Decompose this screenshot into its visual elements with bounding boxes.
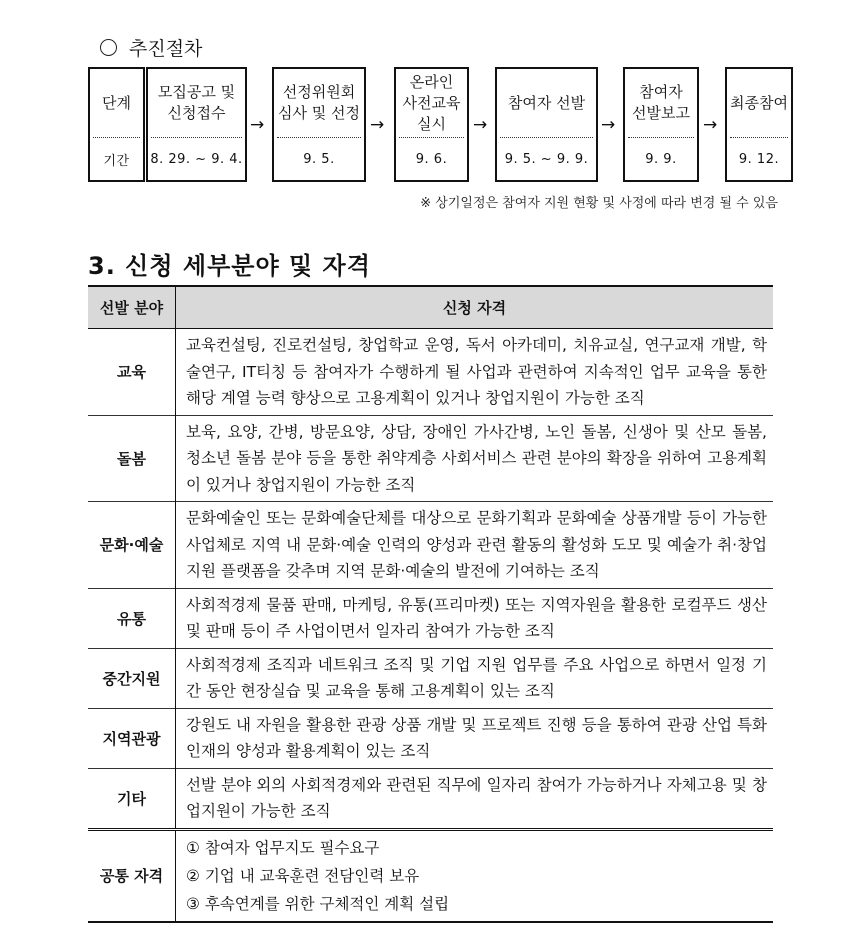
step-box-label — [88, 67, 145, 182]
field-cell: 중간지원 — [88, 648, 176, 708]
field-cell: 지역관광 — [88, 708, 176, 768]
section-title: 3. 신청 세부분야 및 자격 — [88, 252, 371, 280]
table-row — [88, 768, 773, 829]
circle-bullet-icon — [100, 39, 117, 56]
step-box-5 — [623, 67, 699, 182]
step-title: 최종참여 — [730, 93, 788, 112]
step-box-4 — [495, 67, 598, 182]
qualification-cell: 보육, 요양, 간병, 방문요양, 상담, 장애인 가사간병, 노인 돌봄, 신생아 및 산모 돌봄, 청소년 돌봄 분야 등을 통한 취약계층 사회서비스 관련 분야의 확장을 위하여 고용계획이 있거나 창업지원이 가능한 조직 — [176, 415, 774, 502]
step-period: 9. 9. — [645, 152, 677, 167]
field-cell: 유통 — [88, 588, 176, 648]
arrow-right-icon: → — [703, 115, 718, 135]
field-cell: 돌봄 — [88, 415, 176, 502]
table-row — [88, 588, 773, 648]
common-item: ③ 후속연계를 위한 구체적인 계획 설립 — [186, 894, 450, 913]
step-box-6 — [725, 67, 793, 182]
step-title: 모집공고 및 신청접수 — [157, 83, 236, 122]
table-row — [88, 502, 773, 589]
table-row — [88, 329, 773, 416]
table-row — [88, 708, 773, 768]
arrow-right-icon: → — [250, 115, 265, 135]
step-box-1 — [146, 67, 247, 182]
step-period: 9. 5. — [303, 152, 335, 167]
qualification-cell: 문화예술인 또는 문화예술단체를 대상으로 문화기획과 문화예술 상품개발 등이 가능한 사업체로 지역 내 문화·예술 인력의 양성과 관련 활동의 활성화 도모 및 예술가 취·창업 지원 플랫폼을 갖추며 지역 문화·예술의 발전에 기여하는 조직 — [176, 502, 774, 589]
step-box-3 — [394, 67, 469, 182]
common-item: ① 참여자 업무지도 필수요구 — [186, 838, 380, 857]
qualification-cell: 강원도 내 자원을 활용한 관광 상품 개발 및 프로젝트 진행 등을 통하여 관광 산업 특화 인재의 양성과 활용계획이 있는 조직 — [176, 708, 774, 768]
step-period: 9. 5. ~ 9. 9. — [504, 152, 589, 167]
step-title: 참여자 선발 — [507, 93, 586, 112]
qualification-cell: 사회적경제 물품 판매, 마케팅, 유통(프리마켓) 또는 지역자원을 활용한 로컬푸드 생산 및 판매 등이 주 사업이면서 일자리 참여가 가능한 조직 — [176, 588, 774, 648]
qualification-cell: 교육컨설팅, 진로컨설팅, 창업학교 운영, 독서 아카데미, 치유교실, 연구교재 개발, 학술연구, IT티칭 등 참여자가 수행하게 될 사업과 관련하여 지속적인 업무 교육을 통한 해당 계열 능력 향상으로 고용계획이 있거나 창업지원이 가능한 조직 — [176, 329, 774, 416]
qualification-table — [88, 285, 773, 923]
qualification-cell: 선발 분야 외의 사회적경제와 관련된 직무에 일자리 참여가 가능하거나 자체고용 및 창업지원이 가능한 조직 — [176, 768, 774, 829]
qualification-cell: 사회적경제 조직과 네트워크 조직 및 기업 지원 업무를 주요 사업으로 하면서 일정 기간 동안 현장실습 및 교육을 통해 고용계획이 있는 조직 — [176, 648, 774, 708]
step-period: 8. 29. ~ 9. 4. — [150, 152, 243, 167]
schedule-note: ※ 상기일정은 참여자 지원 현황 및 사정에 따라 변경 될 수 있음 — [420, 196, 778, 211]
field-cell: 공통 자격 — [88, 829, 176, 922]
step-box-2 — [272, 67, 366, 182]
table-row — [88, 415, 773, 502]
common-item: ② 기업 내 교육훈련 전담인력 보유 — [186, 866, 420, 885]
field-cell: 문화·예술 — [88, 502, 176, 589]
arrow-right-icon: → — [473, 115, 488, 135]
field-cell: 기타 — [88, 768, 176, 829]
step-period: 9. 6. — [415, 152, 448, 167]
header-field: 선발 분야 — [88, 286, 176, 329]
arrow-right-icon: → — [370, 115, 385, 135]
step-label-top: 단계 — [102, 93, 131, 112]
procedure-title: 추진절차 — [100, 34, 202, 61]
arrow-right-icon: → — [601, 115, 616, 135]
field-cell: 교육 — [88, 329, 176, 416]
step-title: 선정위원회 심사 및 선정 — [278, 83, 360, 122]
table-header-row — [88, 286, 773, 329]
header-qualification: 신청 자격 — [176, 286, 774, 329]
table-row — [88, 648, 773, 708]
step-label-bottom: 기간 — [103, 154, 130, 169]
step-title: 온라인 사전교육 실시 — [402, 72, 461, 133]
common-qualification-row — [88, 829, 773, 922]
step-title: 참여자 선발보고 — [632, 83, 690, 122]
common-qualification-list — [176, 829, 774, 922]
step-period: 9. 12. — [738, 152, 780, 167]
